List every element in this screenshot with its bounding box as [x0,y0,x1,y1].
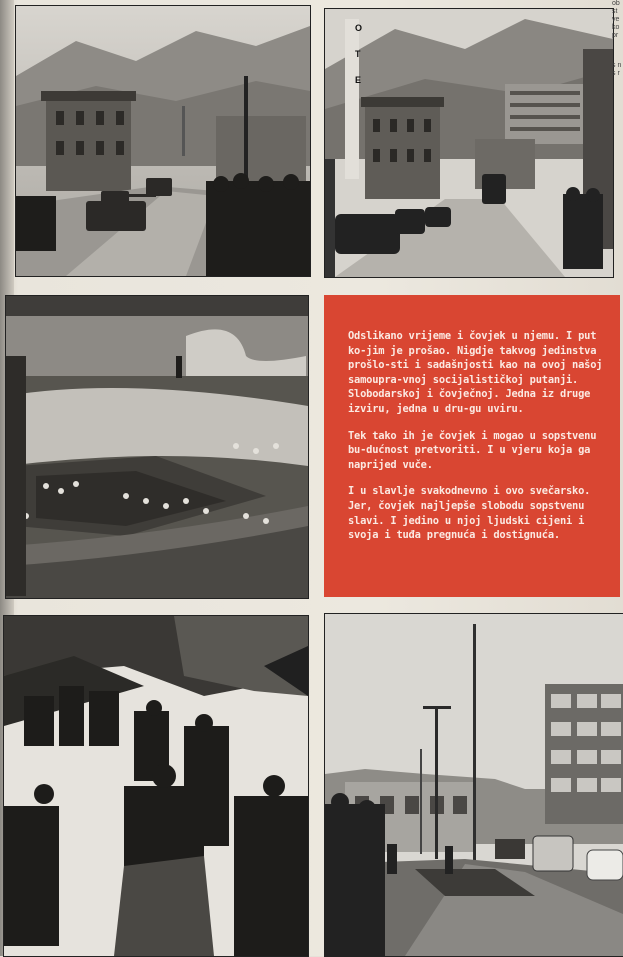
article-text-box [324,295,620,597]
hotel-sign-letter-e: E [355,75,362,85]
photo-hotel-street [324,8,614,278]
article-paragraph-3: I u slavlje svakodnevno i ovo svečarsko. Jer, čovjek najljepše slobodu sopstvenu slavi. I jedino u njoj ljudski cijeni i svoja i tuđa pregnuća i dostignuća. [348,485,591,542]
hotel-sign-letter-t: T [355,49,361,59]
photo-modern-street [324,613,623,957]
photo-tanks-street [15,5,311,277]
article-paragraph-2: Tek tako ih je čovjek i mogao u sopstvenu bu-dućnost pretvoriti. I u vjeru koja ga naprijed vuče. [348,429,597,471]
article-paragraph-1: Odslikano vrijeme i čovjek u njemu. I put ko-jim je prošao. Nigdje takvog jedinstva prošlo-sti i sadašnjosti kao na ovoj našoj samoupra-vnoj socijalističkoj putanji. Slobodarskoj i čovječnoj. Jedna iz druge izviru, jedna u dru-gu uviru. [348,330,603,415]
edge-text-fragment-top: ob st ve ko pr [612,0,620,39]
photo-flower-park [5,295,309,599]
edge-text-fragment-mid: s n s r [612,62,622,77]
photo-soldiers-snow [3,615,309,957]
hotel-sign-letter-o: O [355,23,363,33]
